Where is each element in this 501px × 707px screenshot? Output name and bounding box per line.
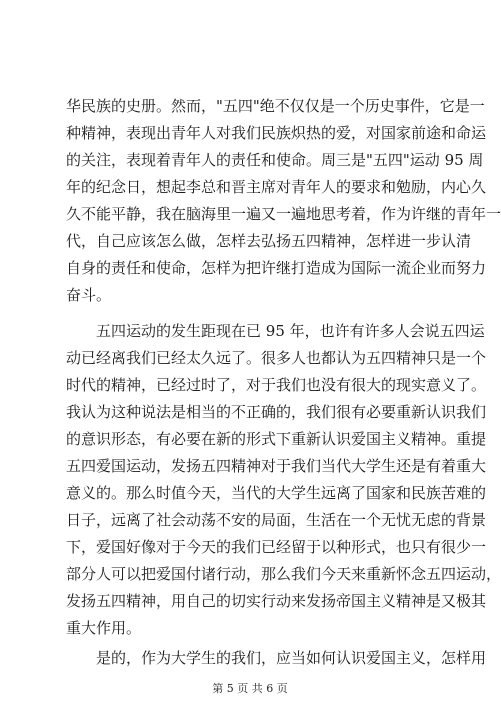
text-line: 我认为这种说法是相当的不正确的，我们很有必要重新认识我们 xyxy=(66,403,487,421)
page-footer: 第 5 页 共 6 页 xyxy=(212,682,288,695)
text-line: 的意识形态，有必要在新的形式下重新认识爱国主义精神。重提 xyxy=(66,430,487,448)
text-line: 奋斗。 xyxy=(66,286,112,304)
text-line: 动已经离我们已经太久远了。很多人也都认为五四精神只是一个 xyxy=(66,349,487,367)
text-line: 下，爱国好像对于今天的我们已经留于以种形式，也只有很少一 xyxy=(66,538,487,556)
text-line: 发扬五四精神，用自己的切实行动来发扬帝国主义精神是又极其 xyxy=(66,592,487,610)
text-line: 日子，远离了社会动荡不安的局面，生活在一个无忧无虑的背景 xyxy=(66,511,487,529)
text-line: 五四爱国运动，发扬五四精神对于我们当代大学生还是有着重大 xyxy=(66,457,487,475)
text-line: 时代的精神，已经过时了，对于我们也没有很大的现实意义了。 xyxy=(66,376,487,394)
text-line: 重大作用。 xyxy=(66,619,142,637)
text-line: 年的纪念日，想起李总和晋主席对青年人的要求和勉励，内心久 xyxy=(66,178,487,196)
text-line: 是的，作为大学生的我们，应当如何认识爱国主义，怎样用 xyxy=(96,649,487,667)
text-line: 五四运动的发生距现在已 95 年，也许有许多人会说五四运 xyxy=(96,322,485,340)
text-line: 代，自己应该怎么做，怎样去弘扬五四精神，怎样进一步认清 xyxy=(66,232,472,250)
text-line: 自身的责任和使命，怎样为把许继打造成为国际一流企业而努力 xyxy=(66,259,487,277)
text-line: 的关注，表现着青年人的责任和使命。周三是"五四"运动 95 周 xyxy=(66,151,484,169)
text-line: 华民族的史册。然而，"五四"绝不仅仅是一个历史事件，它是一 xyxy=(66,97,485,115)
text-line: 种精神，表现出青年人对我们民族炽热的爱，对国家前途和命运 xyxy=(66,124,487,142)
text-line: 部分人可以把爱国付诸行动，那么我们今天来重新怀念五四运动， xyxy=(66,565,501,583)
text-line: 意义的。那么时值今天，当代的大学生远离了国家和民族苦难的 xyxy=(66,484,487,502)
text-line: 久不能平静，我在脑海里一遍又一遍地思考着，作为许继的青年一 xyxy=(66,205,501,223)
